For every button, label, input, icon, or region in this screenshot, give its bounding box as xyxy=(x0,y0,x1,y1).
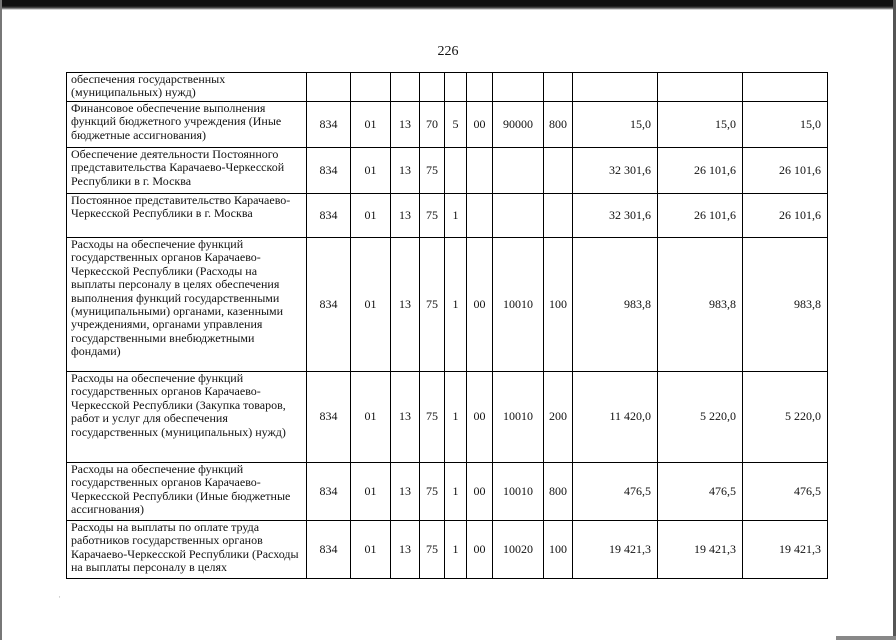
cell-vid xyxy=(544,194,573,238)
cell-direction-b: 10010 xyxy=(493,372,544,463)
cell-direction-a: 00 xyxy=(467,238,493,372)
cell-subprogram xyxy=(445,73,467,102)
cell-razdel: 01 xyxy=(351,148,391,194)
cell-sum-1: 15,0 xyxy=(573,102,658,148)
scan-border-left xyxy=(0,0,2,640)
cell-direction-b xyxy=(493,194,544,238)
cell-program: 75 xyxy=(420,372,445,463)
cell-program xyxy=(420,73,445,102)
table-row xyxy=(67,194,828,238)
page-number: 226 xyxy=(437,44,459,59)
cell-podrazdel xyxy=(391,73,420,102)
cell-vid: 100 xyxy=(544,238,573,372)
scan-border-corner xyxy=(836,636,896,640)
cell-vedomstvo: 834 xyxy=(307,521,351,579)
cell-podrazdel: 13 xyxy=(391,194,420,238)
row-name: Финансовое обеспечение выполнения функций бюджетного учреждения (Иные бюджетные ассигнования) xyxy=(67,102,307,148)
row-name: Расходы на обеспечение функций государственных органов Карачаево-Черкесской Республики (Иные бюджетные ассигнования) xyxy=(67,463,307,521)
cell-podrazdel: 13 xyxy=(391,238,420,372)
scan-speck: · xyxy=(58,592,61,602)
cell-sum-1: 32 301,6 xyxy=(573,194,658,238)
cell-sum-1: 983,8 xyxy=(573,238,658,372)
cell-razdel xyxy=(351,73,391,102)
cell-subprogram: 1 xyxy=(445,521,467,579)
cell-vedomstvo: 834 xyxy=(307,102,351,148)
cell-sum-1: 19 421,3 xyxy=(573,521,658,579)
table-row xyxy=(67,148,828,194)
cell-subprogram: 1 xyxy=(445,238,467,372)
cell-sum-2: 26 101,6 xyxy=(658,148,743,194)
row-name: Постоянное представительство Карачаево-Черкесской Республики в г. Москва xyxy=(67,194,307,238)
cell-direction-a xyxy=(467,73,493,102)
cell-sum-2: 19 421,3 xyxy=(658,521,743,579)
row-name: Расходы на обеспечение функций государственных органов Карачаево-Черкесской Республики (Закупка товаров, работ и услуг для обеспечения государственных (муниципальных) нужд) xyxy=(67,372,307,463)
table-row xyxy=(67,102,828,148)
cell-program: 75 xyxy=(420,463,445,521)
cell-vid xyxy=(544,148,573,194)
cell-sum-1 xyxy=(573,73,658,102)
cell-vedomstvo: 834 xyxy=(307,194,351,238)
cell-vedomstvo: 834 xyxy=(307,238,351,372)
cell-direction-a xyxy=(467,194,493,238)
cell-program: 75 xyxy=(420,238,445,372)
cell-vid: 800 xyxy=(544,463,573,521)
cell-vid: 200 xyxy=(544,372,573,463)
table-row xyxy=(67,521,828,579)
cell-razdel: 01 xyxy=(351,372,391,463)
cell-direction-b xyxy=(493,73,544,102)
cell-sum-1: 476,5 xyxy=(573,463,658,521)
cell-sum-3: 5 220,0 xyxy=(743,372,828,463)
cell-sum-3: 476,5 xyxy=(743,463,828,521)
table-row xyxy=(67,463,828,521)
cell-program: 75 xyxy=(420,194,445,238)
cell-razdel: 01 xyxy=(351,238,391,372)
cell-sum-3: 983,8 xyxy=(743,238,828,372)
cell-vid xyxy=(544,73,573,102)
cell-sum-2: 26 101,6 xyxy=(658,194,743,238)
row-name: Расходы на выплаты по оплате труда работников государственных органов Карачаево-Черкесской Республики (Расходы на выплаты персоналу в целях xyxy=(67,521,307,579)
cell-subprogram: 1 xyxy=(445,463,467,521)
cell-sum-2 xyxy=(658,73,743,102)
cell-podrazdel: 13 xyxy=(391,521,420,579)
cell-direction-b: 10020 xyxy=(493,521,544,579)
cell-sum-3: 26 101,6 xyxy=(743,148,828,194)
row-name: Обеспечение деятельности Постоянного представительства Карачаево-Черкесской Республики в г. Москва xyxy=(67,148,307,194)
cell-vedomstvo: 834 xyxy=(307,372,351,463)
cell-sum-2: 5 220,0 xyxy=(658,372,743,463)
cell-sum-2: 983,8 xyxy=(658,238,743,372)
cell-direction-b: 90000 xyxy=(493,102,544,148)
table-row xyxy=(67,238,828,372)
table-row xyxy=(67,73,828,102)
cell-sum-1: 11 420,0 xyxy=(573,372,658,463)
cell-razdel: 01 xyxy=(351,521,391,579)
row-name: Расходы на обеспечение функций государственных органов Карачаево-Черкесской Республики (Расходы на выплаты персоналу в целях обеспечения выполнения функций государственными (муниципальными) органами, казенными учреждениями, органами управления государственными внебюджетными фондами) xyxy=(67,238,307,372)
cell-vedomstvo xyxy=(307,73,351,102)
cell-direction-a: 00 xyxy=(467,463,493,521)
cell-vid: 100 xyxy=(544,521,573,579)
cell-vid: 800 xyxy=(544,102,573,148)
cell-razdel: 01 xyxy=(351,102,391,148)
cell-subprogram: 5 xyxy=(445,102,467,148)
cell-direction-a xyxy=(467,148,493,194)
cell-sum-2: 15,0 xyxy=(658,102,743,148)
cell-direction-a: 00 xyxy=(467,372,493,463)
cell-direction-b: 10010 xyxy=(493,463,544,521)
cell-sum-3: 15,0 xyxy=(743,102,828,148)
cell-direction-b xyxy=(493,148,544,194)
cell-program: 75 xyxy=(420,521,445,579)
cell-subprogram: 1 xyxy=(445,372,467,463)
cell-subprogram: 1 xyxy=(445,194,467,238)
cell-direction-a: 00 xyxy=(467,521,493,579)
cell-podrazdel: 13 xyxy=(391,372,420,463)
cell-sum-3 xyxy=(743,73,828,102)
cell-sum-3: 19 421,3 xyxy=(743,521,828,579)
cell-podrazdel: 13 xyxy=(391,463,420,521)
cell-podrazdel: 13 xyxy=(391,148,420,194)
budget-table xyxy=(66,72,828,579)
cell-direction-a: 00 xyxy=(467,102,493,148)
cell-razdel: 01 xyxy=(351,194,391,238)
cell-sum-2: 476,5 xyxy=(658,463,743,521)
cell-sum-3: 26 101,6 xyxy=(743,194,828,238)
cell-vedomstvo: 834 xyxy=(307,148,351,194)
cell-program: 70 xyxy=(420,102,445,148)
cell-direction-b: 10010 xyxy=(493,238,544,372)
cell-vedomstvo: 834 xyxy=(307,463,351,521)
table-row xyxy=(67,372,828,463)
cell-program: 75 xyxy=(420,148,445,194)
row-name: обеспечения государственных (муниципальных) нужд) xyxy=(67,73,307,102)
cell-razdel: 01 xyxy=(351,463,391,521)
cell-subprogram xyxy=(445,148,467,194)
scan-border-top xyxy=(0,0,896,10)
cell-podrazdel: 13 xyxy=(391,102,420,148)
cell-sum-1: 32 301,6 xyxy=(573,148,658,194)
